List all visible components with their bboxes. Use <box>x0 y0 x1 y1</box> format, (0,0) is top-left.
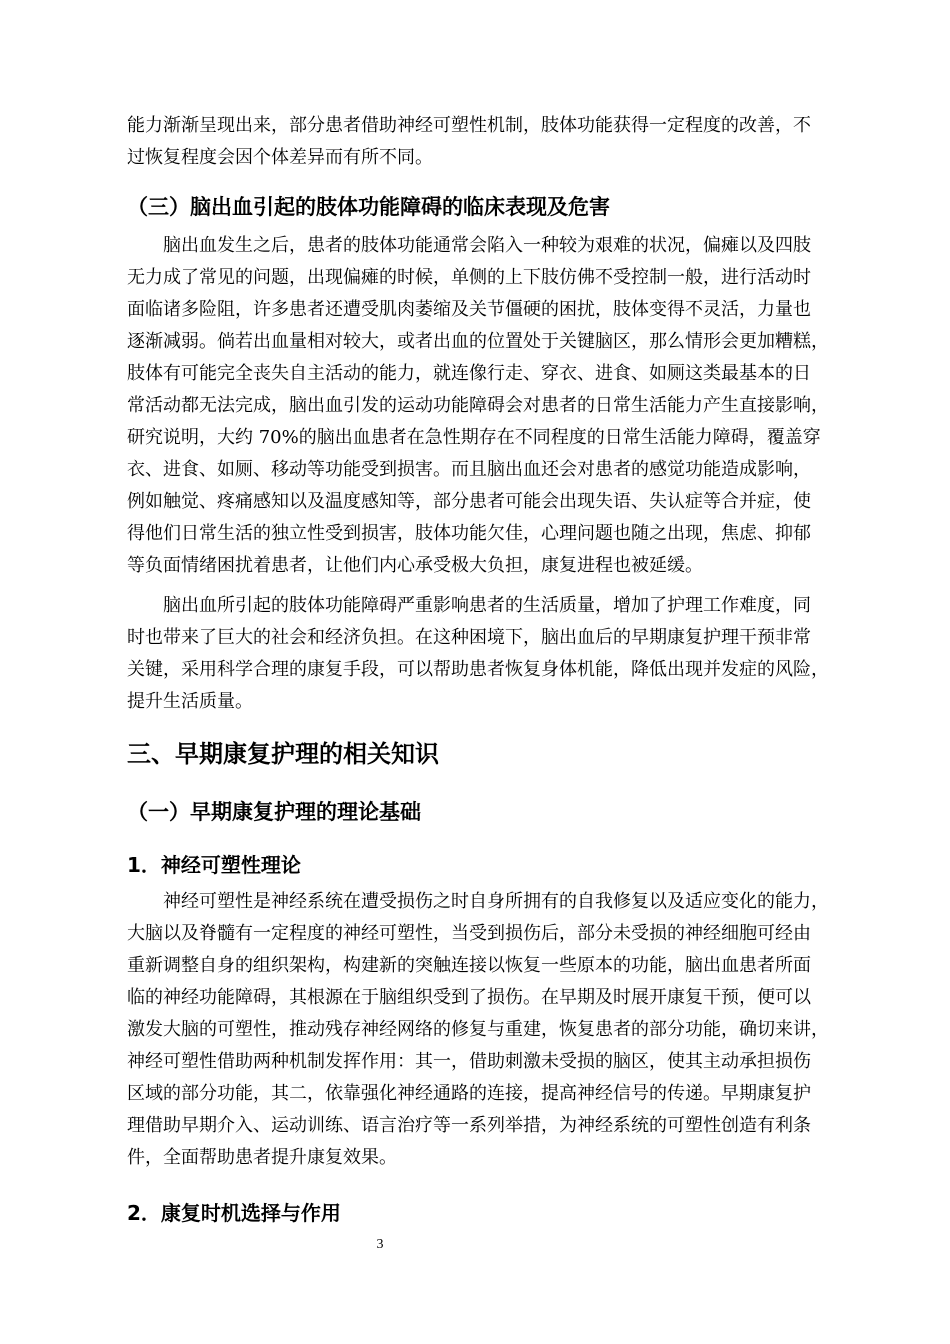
paragraph-burden: 脑出血所引起的肢体功能障碍严重影响患者的生活质量，增加了护理工作难度，同 时也带来了巨大的社会和经济负担。在这种困境下，脑出血后的早期康复护理干预非常 关键，采用科学合理的康复手段，可以帮助患者恢复身体机能，降低出现并发症的风险， 提升生活质量。 <box>127 595 829 712</box>
section-heading-1: （一）早期康复护理的理论基础 <box>127 800 421 824</box>
paragraph-continued: 能力渐渐呈现出来，部分患者借助神经可塑性机制，肢体功能获得一定程度的改善，不 过恢复程度会因个体差异而有所不同。 <box>127 115 811 168</box>
section-heading-3: （三）脑出血引起的肢体功能障碍的临床表现及危害 <box>127 195 610 219</box>
subsection-heading-2: 2．康复时机选择与作用 <box>127 1201 341 1225</box>
paragraph-neuroplasticity: 神经可塑性是神经系统在遭受损伤之时自身所拥有的自我修复以及适应变化的能力， 大脑以及脊髓有一定程度的神经可塑性，当受到损伤后，部分未受损的神经细胞可经由 重新调整自身的组织架构，构建新的突触连接以恢复一些原本的功能，脑出血患者所面 临的神经功能障碍，其根源在于脑组织受到了损伤。在早期及时展开康复干预，便可以 激发大脑的可塑性，推动残存神经网络的修复与重建，恢复患者的部分功能，确切来讲， 神经可塑性借助两种机制发挥作用：其一，借助刺激未受损的脑区，使其主动承担损伤 区域的部分功能，其二，依靠强化神经通路的连接，提高神经信号的传递。早期康复护 理借助早期介入、运动训练、语言治疗等一系列举措，为神经系统的可塑性创造有利条 件，全面帮助患者提升康复效果。 <box>127 891 829 1168</box>
page-number: 3 <box>376 1237 384 1252</box>
chapter-heading-3: 三、早期康复护理的相关知识 <box>127 740 439 768</box>
subsection-heading-1: 1．神经可塑性理论 <box>127 853 301 877</box>
paragraph-clinical-manifestations: 脑出血发生之后，患者的肢体功能通常会陷入一种较为艰难的状况，偏瘫以及四肢 无力成了常见的问题，出现偏瘫的时候，单侧的上下肢仿佛不受控制一般，进行活动时 面临诸多险阻，许多患者还遭受肌肉萎缩及关节僵硬的困扰，肢体变得不灵活，力量也 逐渐减弱。倘若出血量相对较大，或者出血的位置处于关键脑区，那么情形会更加糟糕， 肢体有可能完全丧失自主活动的能力，就连像行走、穿衣、进食、如厕这类最基本的日 常活动都无法完成，脑出血引发的运动功能障碍会对患者的日常生活能力产生直接影响， 研究说明，大约 70%的脑出血患者在急性期存在不同程度的日常生活能力障碍，覆盖穿 衣、进食、如厕、移动等功能受到损害。而且脑出血还会对患者的感觉功能造成影响， 例如触觉、疼痛感知以及温度感知等，部分患者可能会出现失语、失认症等合并症，使 得他们日常生活的独立性受到损害，肢体功能欠佳，心理问题也随之出现，焦虑、抑郁 等负面情绪困扰着患者，让他们内心承受极大负担，康复进程也被延缓。 <box>127 235 829 576</box>
